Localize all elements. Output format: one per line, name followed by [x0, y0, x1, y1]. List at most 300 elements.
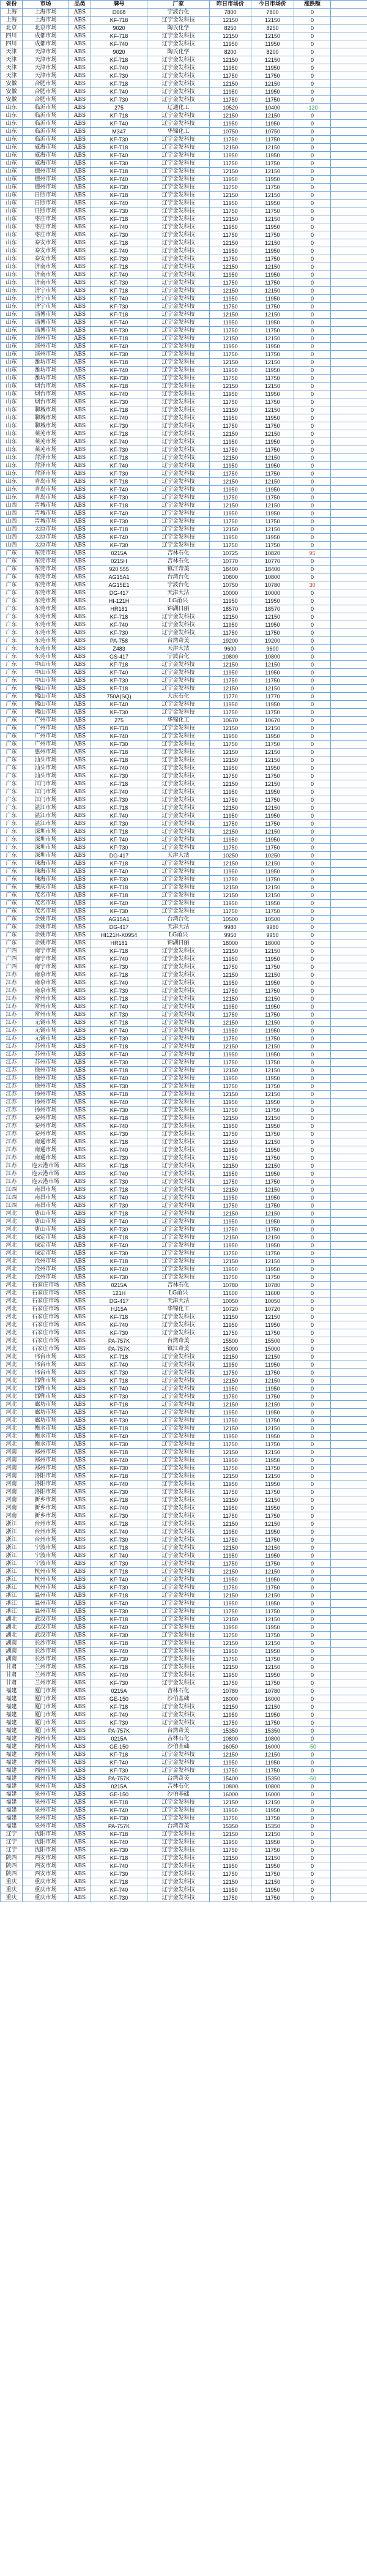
cell-category: ABS — [69, 1504, 91, 1512]
cell-extra — [331, 518, 367, 526]
cell-market: 聊城市场 — [23, 414, 69, 422]
cell-extra — [331, 661, 367, 669]
cell-today-price: 11600 — [251, 1290, 294, 1297]
cell-province: 广东 — [1, 876, 23, 884]
cell-province: 广东 — [1, 589, 23, 597]
cell-extra — [331, 1544, 367, 1552]
cell-province: 广东 — [1, 573, 23, 581]
cell-grade: KF-730 — [91, 327, 147, 335]
cell-manufacturer: 辽宁金发科技 — [147, 32, 210, 40]
cell-extra — [331, 876, 367, 884]
cell-province: 江苏 — [1, 1162, 23, 1170]
table-row — [1, 1528, 367, 1536]
cell-change: 0 — [294, 1894, 331, 1902]
cell-market: 佛山市场 — [23, 693, 69, 701]
cell-category: ABS — [69, 621, 91, 629]
cell-province: 江西 — [1, 1186, 23, 1194]
cell-category: ABS — [69, 1067, 91, 1075]
cell-grade: KF-730 — [91, 1894, 147, 1902]
cell-province: 北京 — [1, 24, 23, 32]
cell-market: 东莞市场 — [23, 597, 69, 605]
table-row — [1, 223, 367, 231]
cell-change: 0 — [294, 764, 331, 772]
cell-province: 山东 — [1, 367, 23, 375]
cell-today-price: 11750 — [251, 709, 294, 717]
table-row — [1, 1425, 367, 1433]
cell-change: 0 — [294, 709, 331, 717]
cell-grade: KF-718 — [91, 884, 147, 892]
table-row — [1, 1337, 367, 1345]
cell-grade: KF-718 — [91, 1377, 147, 1385]
cell-market: 东莞市场 — [23, 629, 69, 637]
cell-today-price: 11750 — [251, 1894, 294, 1902]
cell-manufacturer: 大庆石化 — [147, 693, 210, 701]
cell-today-price: 10770 — [251, 558, 294, 566]
cell-market: 珠海市场 — [23, 868, 69, 876]
cell-province: 福建 — [1, 1711, 23, 1719]
cell-manufacturer: 辽宁金发科技 — [147, 1496, 210, 1504]
cell-manufacturer: 辽宁金发科技 — [147, 40, 210, 48]
cell-yesterday-price: 12150 — [210, 1210, 251, 1218]
cell-manufacturer: 锦湖日丽 — [147, 605, 210, 613]
cell-change: 0 — [294, 1695, 331, 1703]
cell-today-price: 11950 — [251, 900, 294, 908]
cell-today-price: 11950 — [251, 1385, 294, 1393]
cell-today-price: 11750 — [251, 772, 294, 780]
cell-manufacturer: 辽宁金发科技 — [147, 1122, 210, 1130]
cell-change: 0 — [294, 1473, 331, 1480]
cell-grade: KF-740 — [91, 1648, 147, 1656]
cell-change: 0 — [294, 1194, 331, 1202]
cell-change: 0 — [294, 1767, 331, 1775]
cell-yesterday-price: 11750 — [210, 1512, 251, 1520]
cell-category: ABS — [69, 812, 91, 820]
table-row — [1, 152, 367, 160]
cell-grade: KF-718 — [91, 144, 147, 152]
cell-province: 浙江 — [1, 1520, 23, 1528]
cell-category: ABS — [69, 414, 91, 422]
cell-change: 0 — [294, 1385, 331, 1393]
cell-extra — [331, 1282, 367, 1290]
cell-change: 0 — [294, 566, 331, 573]
cell-extra — [331, 494, 367, 502]
cell-change: 0 — [294, 876, 331, 884]
cell-extra — [331, 168, 367, 176]
cell-change: 0 — [294, 1576, 331, 1584]
cell-manufacturer: 辽宁金发科技 — [147, 1353, 210, 1361]
cell-manufacturer: 台湾台化 — [147, 916, 210, 924]
cell-manufacturer: 辽宁金发科技 — [147, 900, 210, 908]
cell-market: 上海市场 — [23, 17, 69, 24]
cell-yesterday-price: 12150 — [210, 1854, 251, 1862]
cell-today-price: 12150 — [251, 1592, 294, 1600]
cell-province: 广东 — [1, 741, 23, 749]
cell-today-price: 11750 — [251, 1329, 294, 1337]
cell-province: 山东 — [1, 295, 23, 303]
cell-grade: KF-730 — [91, 1560, 147, 1568]
cell-manufacturer: 辽宁金发科技 — [147, 1719, 210, 1727]
cell-extra — [331, 1783, 367, 1791]
cell-yesterday-price: 11950 — [210, 1122, 251, 1130]
cell-market: 济南市场 — [23, 279, 69, 287]
cell-today-price: 11750 — [251, 184, 294, 192]
cell-extra — [331, 1488, 367, 1496]
cell-today-price: 11950 — [251, 1146, 294, 1154]
cell-extra — [331, 701, 367, 709]
cell-change: 0 — [294, 677, 331, 685]
cell-province: 河北 — [1, 1234, 23, 1242]
cell-grade: PA-757K — [91, 1823, 147, 1831]
cell-province: 广东 — [1, 661, 23, 669]
cell-yesterday-price: 12150 — [210, 1313, 251, 1321]
cell-change: 0 — [294, 1146, 331, 1154]
cell-manufacturer: 辽宁金发科技 — [147, 1640, 210, 1648]
cell-yesterday-price: 11950 — [210, 176, 251, 184]
cell-category: ABS — [69, 979, 91, 987]
cell-grade: KF-730 — [91, 629, 147, 637]
cell-grade: KF-718 — [91, 1186, 147, 1194]
cell-today-price: 11950 — [251, 1807, 294, 1815]
cell-manufacturer: 吉林石化 — [147, 1735, 210, 1743]
cell-manufacturer: 辽宁金发科技 — [147, 876, 210, 884]
cell-grade: KF-740 — [91, 1409, 147, 1417]
cell-province: 江苏 — [1, 1027, 23, 1035]
cell-grade: KF-718 — [91, 1019, 147, 1027]
cell-province: 山东 — [1, 438, 23, 446]
cell-manufacturer: 辽宁金发科技 — [147, 709, 210, 717]
cell-category: ABS — [69, 24, 91, 32]
cell-extra — [331, 32, 367, 40]
cell-change: 0 — [294, 979, 331, 987]
cell-today-price: 10800 — [251, 1735, 294, 1743]
cell-category: ABS — [69, 1473, 91, 1480]
cell-today-price: 11950 — [251, 597, 294, 605]
cell-today-price: 12150 — [251, 661, 294, 669]
cell-category: ABS — [69, 868, 91, 876]
cell-yesterday-price: 11950 — [210, 414, 251, 422]
cell-market: 杭州市场 — [23, 1584, 69, 1592]
cell-today-price: 12150 — [251, 1703, 294, 1711]
cell-manufacturer: 辽宁金发科技 — [147, 1393, 210, 1401]
cell-market: 福州市场 — [23, 1775, 69, 1783]
header-row — [1, 1, 367, 9]
cell-province: 广东 — [1, 725, 23, 733]
table-row — [1, 112, 367, 120]
cell-market: 济宁市场 — [23, 295, 69, 303]
cell-today-price: 11750 — [251, 1560, 294, 1568]
table-row — [1, 756, 367, 764]
cell-today-price: 11950 — [251, 1862, 294, 1870]
cell-change: 0 — [294, 231, 331, 239]
cell-market: 苏州市场 — [23, 1043, 69, 1051]
cell-change: 0 — [294, 828, 331, 836]
cell-grade: KF-740 — [91, 1003, 147, 1011]
cell-manufacturer: 辽宁金发科技 — [147, 756, 210, 764]
cell-market: 泉州市场 — [23, 1807, 69, 1815]
cell-category: ABS — [69, 152, 91, 160]
cell-category: ABS — [69, 120, 91, 128]
cell-extra — [331, 176, 367, 184]
cell-extra — [331, 88, 367, 96]
cell-market: 郑州市场 — [23, 1465, 69, 1473]
cell-category: ABS — [69, 367, 91, 375]
cell-province: 广东 — [1, 780, 23, 788]
cell-yesterday-price: 11770 — [210, 693, 251, 701]
cell-province: 广东 — [1, 884, 23, 892]
cell-today-price: 11750 — [251, 1107, 294, 1114]
cell-manufacturer: 辽宁金发科技 — [147, 1862, 210, 1870]
cell-category: ABS — [69, 1616, 91, 1624]
table-row — [1, 88, 367, 96]
table-row — [1, 1608, 367, 1616]
cell-grade: KF-730 — [91, 1154, 147, 1162]
cell-today-price: 11750 — [251, 494, 294, 502]
cell-province: 浙江 — [1, 1600, 23, 1608]
cell-manufacturer: 辽宁金发科技 — [147, 478, 210, 486]
cell-category: ABS — [69, 398, 91, 406]
cell-manufacturer: 辽宁金发科技 — [147, 844, 210, 852]
cell-province: 山东 — [1, 176, 23, 184]
cell-grade: KF-730 — [91, 1035, 147, 1043]
cell-category: ABS — [69, 987, 91, 995]
cell-extra — [331, 128, 367, 136]
cell-category: ABS — [69, 828, 91, 836]
table-row — [1, 1202, 367, 1210]
cell-today-price: 11750 — [251, 1202, 294, 1210]
cell-yesterday-price: 11750 — [210, 375, 251, 383]
cell-manufacturer: 辽宁金发科技 — [147, 1536, 210, 1544]
cell-market: 沈阳市场 — [23, 1831, 69, 1839]
header-category: 品类 — [69, 1, 91, 9]
cell-category: ABS — [69, 1767, 91, 1775]
cell-manufacturer: 辽宁金发科技 — [147, 772, 210, 780]
cell-province: 广东 — [1, 939, 23, 947]
table-row — [1, 860, 367, 868]
cell-manufacturer: 辽宁金发科技 — [147, 168, 210, 176]
cell-manufacturer: 辽宁金发科技 — [147, 1258, 210, 1266]
cell-manufacturer: 天津大沽 — [147, 924, 210, 931]
cell-today-price: 11750 — [251, 1059, 294, 1067]
table-row — [1, 510, 367, 518]
table-row — [1, 192, 367, 200]
cell-grade: KF-730 — [91, 375, 147, 383]
cell-province: 山东 — [1, 200, 23, 207]
cell-today-price: 12150 — [251, 1854, 294, 1862]
cell-yesterday-price: 12150 — [210, 335, 251, 343]
cell-market: 南京市场 — [23, 971, 69, 979]
cell-yesterday-price: 11950 — [210, 1321, 251, 1329]
cell-market: 东莞市场 — [23, 589, 69, 597]
table-row — [1, 526, 367, 534]
cell-category: ABS — [69, 247, 91, 255]
table-row — [1, 733, 367, 741]
cell-manufacturer: 辽宁金发科技 — [147, 661, 210, 669]
table-row — [1, 836, 367, 844]
table-row — [1, 947, 367, 955]
cell-change: 0 — [294, 669, 331, 677]
cell-category: ABS — [69, 335, 91, 343]
cell-market: 汕头市场 — [23, 764, 69, 772]
cell-today-price: 11750 — [251, 1846, 294, 1854]
cell-grade: AG15E1 — [91, 581, 147, 589]
cell-yesterday-price: 8250 — [210, 24, 251, 32]
table-row — [1, 1791, 367, 1799]
cell-category: ABS — [69, 1894, 91, 1902]
table-row — [1, 1743, 367, 1751]
cell-category: ABS — [69, 733, 91, 741]
cell-province: 河北 — [1, 1305, 23, 1313]
cell-market: 烟台市场 — [23, 390, 69, 398]
cell-grade: KF-730 — [91, 1632, 147, 1640]
cell-extra — [331, 120, 367, 128]
cell-grade: KF-718 — [91, 502, 147, 510]
cell-manufacturer: 沙伯基础 — [147, 1743, 210, 1751]
table-row — [1, 1449, 367, 1457]
table-row — [1, 645, 367, 653]
cell-category: ABS — [69, 383, 91, 390]
cell-category: ABS — [69, 1091, 91, 1099]
cell-province: 福建 — [1, 1703, 23, 1711]
cell-province: 河北 — [1, 1385, 23, 1393]
cell-extra — [331, 438, 367, 446]
cell-change: 0 — [294, 1687, 331, 1695]
cell-grade: KF-730 — [91, 709, 147, 717]
cell-change: 0 — [294, 1011, 331, 1019]
cell-province: 山东 — [1, 351, 23, 359]
cell-market: 东莞市场 — [23, 558, 69, 566]
cell-today-price: 11750 — [251, 987, 294, 995]
cell-province: 山东 — [1, 184, 23, 192]
cell-change: 0 — [294, 1099, 331, 1107]
cell-grade: KF-718 — [91, 1353, 147, 1361]
cell-grade: KF-718 — [91, 725, 147, 733]
cell-grade: KF-730 — [91, 207, 147, 215]
cell-grade: 275 — [91, 104, 147, 112]
cell-manufacturer: 吉林石化 — [147, 1783, 210, 1791]
cell-category: ABS — [69, 239, 91, 247]
cell-today-price: 11750 — [251, 160, 294, 168]
cell-category: ABS — [69, 1703, 91, 1711]
cell-yesterday-price: 11750 — [210, 1656, 251, 1663]
cell-province: 广东 — [1, 924, 23, 931]
cell-manufacturer: 辽宁金发科技 — [147, 311, 210, 319]
cell-today-price: 11950 — [251, 733, 294, 741]
cell-today-price: 11950 — [251, 836, 294, 844]
table-row — [1, 1648, 367, 1656]
cell-market: 长沙市场 — [23, 1640, 69, 1648]
cell-extra — [331, 788, 367, 796]
cell-today-price: 11950 — [251, 1480, 294, 1488]
cell-manufacturer: 辽宁金发科技 — [147, 1592, 210, 1600]
cell-market: 东莞市场 — [23, 637, 69, 645]
cell-yesterday-price: 11950 — [210, 486, 251, 494]
cell-manufacturer: 镇江奇美 — [147, 1345, 210, 1353]
table-row — [1, 788, 367, 796]
cell-extra — [331, 351, 367, 359]
cell-province: 广东 — [1, 852, 23, 860]
cell-change: 0 — [294, 693, 331, 701]
cell-change: 0 — [294, 1839, 331, 1846]
table-row — [1, 573, 367, 581]
cell-market: 福州市场 — [23, 1759, 69, 1767]
cell-province: 福建 — [1, 1687, 23, 1695]
cell-extra — [331, 1767, 367, 1775]
cell-manufacturer: 辽宁金发科技 — [147, 1799, 210, 1807]
cell-today-price: 11950 — [251, 701, 294, 709]
cell-change: 0 — [294, 335, 331, 343]
cell-today-price: 10400 — [251, 104, 294, 112]
cell-change: 0 — [294, 741, 331, 749]
cell-today-price: 11770 — [251, 693, 294, 701]
cell-manufacturer: 辽宁金发科技 — [147, 1663, 210, 1671]
cell-grade: GE-150 — [91, 1791, 147, 1799]
cell-change: 0 — [294, 844, 331, 852]
cell-change: 0 — [294, 502, 331, 510]
cell-category: ABS — [69, 215, 91, 223]
cell-yesterday-price: 11950 — [210, 40, 251, 48]
cell-province: 湖南 — [1, 1656, 23, 1663]
cell-manufacturer: 辽宁金发科技 — [147, 390, 210, 398]
cell-category: ABS — [69, 1799, 91, 1807]
cell-province: 山西 — [1, 526, 23, 534]
cell-yesterday-price: 11950 — [210, 64, 251, 72]
cell-market: 厦门市场 — [23, 1727, 69, 1735]
cell-extra — [331, 1640, 367, 1648]
cell-extra — [331, 1051, 367, 1059]
cell-manufacturer: 辽宁金发科技 — [147, 1274, 210, 1282]
cell-manufacturer: 辽宁金发科技 — [147, 359, 210, 367]
cell-category: ABS — [69, 144, 91, 152]
cell-province: 江苏 — [1, 1083, 23, 1091]
cell-grade: KF-718 — [91, 239, 147, 247]
cell-province: 江苏 — [1, 1114, 23, 1122]
cell-today-price: 12150 — [251, 725, 294, 733]
cell-grade: KF-718 — [91, 892, 147, 900]
table-row — [1, 1703, 367, 1711]
cell-province: 河南 — [1, 1449, 23, 1457]
cell-grade: KF-740 — [91, 1600, 147, 1608]
cell-yesterday-price: 11950 — [210, 1075, 251, 1083]
cell-category: ABS — [69, 908, 91, 916]
cell-today-price: 12150 — [251, 263, 294, 271]
cell-grade: 0215A — [91, 1783, 147, 1791]
cell-today-price: 11950 — [251, 1671, 294, 1679]
cell-manufacturer: 辽宁金发科技 — [147, 1449, 210, 1457]
cell-grade: KF-718 — [91, 1138, 147, 1146]
cell-extra — [331, 963, 367, 971]
cell-change: 0 — [294, 1234, 331, 1242]
cell-today-price: 11750 — [251, 1656, 294, 1663]
table-row — [1, 1488, 367, 1496]
cell-today-price: 11750 — [251, 1465, 294, 1473]
cell-category: ABS — [69, 422, 91, 430]
table-row — [1, 1361, 367, 1369]
cell-today-price: 12150 — [251, 430, 294, 438]
cell-manufacturer: 辽宁金发科技 — [147, 701, 210, 709]
cell-manufacturer: 辽宁金发科技 — [147, 613, 210, 621]
cell-today-price: 12150 — [251, 1616, 294, 1624]
cell-category: ABS — [69, 1043, 91, 1051]
table-row — [1, 844, 367, 852]
cell-extra — [331, 470, 367, 478]
cell-category: ABS — [69, 287, 91, 295]
cell-grade: PA-757K — [91, 1775, 147, 1783]
table-row — [1, 184, 367, 192]
cell-yesterday-price: 11750 — [210, 1536, 251, 1544]
cell-change: 0 — [294, 1831, 331, 1839]
cell-manufacturer: 辽宁金发科技 — [147, 1504, 210, 1512]
cell-grade: KF-730 — [91, 351, 147, 359]
